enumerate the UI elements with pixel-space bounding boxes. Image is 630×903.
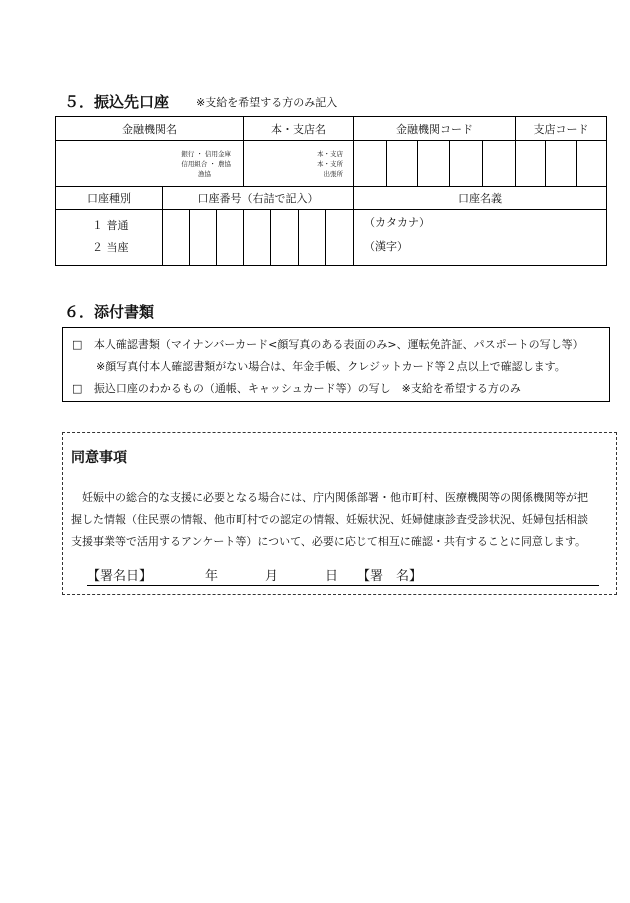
account-type-option-2[interactable]: ２ 当座 xyxy=(92,241,129,255)
holder-katakana-label: （カタカナ） xyxy=(364,215,430,229)
consent-box xyxy=(62,432,617,595)
bank-code-digit-4[interactable] xyxy=(450,141,483,187)
account-number-digit-1[interactable] xyxy=(163,209,190,265)
branch-type-option-1: 本・支店 xyxy=(317,149,343,158)
branch-type-option-2: 本・支所 xyxy=(317,159,343,168)
holder-kanji-label: （漢字） xyxy=(364,239,408,253)
signature-month-label: 月 xyxy=(265,569,279,584)
branch-code-digit-1[interactable] xyxy=(516,141,546,187)
account-type-option-1[interactable]: １ 普通 xyxy=(92,219,129,233)
attachment-item-2 xyxy=(72,380,521,396)
consent-text-line-3: 支援事業等で活用するアンケート等）について、必要に応じて相互に確認・共有することに同意します。 xyxy=(71,535,587,548)
header-bank-code: 金融機関コード xyxy=(354,117,516,141)
account-holder-cell[interactable] xyxy=(354,209,607,265)
attachment-item-1-note: ※顔写真付本人確認書類がない場合は、年金手帳、クレジットカード等２点以上で確認します。 xyxy=(96,360,566,373)
bank-code-digit-3[interactable] xyxy=(418,141,450,187)
bank-name-input-cell[interactable] xyxy=(56,141,244,187)
attachment-item-1-text: 本人確認書類（マイナンバーカード<顔写真のある表面のみ>、運転免許証、パスポートの写し等） xyxy=(93,338,584,351)
section5-title: 振込先口座 xyxy=(94,93,170,111)
bank-code-digit-1[interactable] xyxy=(354,141,387,187)
account-type-cell[interactable] xyxy=(56,209,163,265)
attachments-box xyxy=(62,327,610,402)
branch-code-digit-2[interactable] xyxy=(546,141,577,187)
bank-account-table xyxy=(55,116,607,266)
branch-name-input-cell[interactable] xyxy=(244,141,354,187)
section5-heading xyxy=(64,91,169,112)
account-number-digit-5[interactable] xyxy=(271,209,299,265)
attachment-checkbox-1[interactable]: □ xyxy=(72,338,83,351)
account-number-digit-2[interactable] xyxy=(190,209,217,265)
section6-number: ６． xyxy=(64,303,95,321)
header-account-holder: 口座名義 xyxy=(354,187,607,209)
header-branch-name: 本・支店名 xyxy=(244,117,354,141)
attachment-checkbox-2[interactable]: □ xyxy=(72,382,83,395)
attachment-item-2-text: 振込口座のわかるもの（通帳、キャッシュカード等）の写し ※支給を希望する方のみ xyxy=(93,382,521,395)
section6-heading xyxy=(64,301,154,322)
account-number-digit-3[interactable] xyxy=(217,209,244,265)
header-account-number: 口座番号（右詰で記入） xyxy=(163,187,354,209)
consent-title: 同意事項 xyxy=(71,450,127,466)
header-account-type: 口座種別 xyxy=(56,187,163,209)
signature-year-label: 年 xyxy=(205,569,219,584)
header-branch-code: 支店コード xyxy=(516,117,607,141)
bank-type-option-1: 銀行 ・ 信用金庫 xyxy=(181,149,231,158)
section6-title: 添付書類 xyxy=(94,303,155,321)
account-number-digit-4[interactable] xyxy=(244,209,271,265)
bank-type-option-3: 漁協 xyxy=(198,169,211,178)
branch-type-option-3: 出張所 xyxy=(323,169,343,178)
account-number-digit-6[interactable] xyxy=(299,209,326,265)
bank-type-option-2: 信用組合 ・ 農協 xyxy=(181,159,231,168)
section5-number: ５． xyxy=(64,93,95,111)
bank-code-digit-5[interactable] xyxy=(483,141,516,187)
signature-day-label: 日 xyxy=(325,569,339,584)
attachment-item-1 xyxy=(72,336,584,352)
consent-text-line-2: 握した情報（住民票の情報、他市町村での認定の情報、妊娠状況、妊婦健康診査受診状況、妊婦包括相談 xyxy=(71,513,588,526)
section5-note: ※支給を希望する方のみ記入 xyxy=(196,96,338,109)
account-number-digit-7[interactable] xyxy=(326,209,354,265)
signature-date-label: 【署名日】 xyxy=(87,569,153,584)
bank-code-digit-2[interactable] xyxy=(387,141,418,187)
signature-name-label: 【署 名】 xyxy=(357,569,423,584)
branch-code-digit-3[interactable] xyxy=(577,141,607,187)
signature-row[interactable] xyxy=(87,565,599,586)
consent-text-line-1: 妊娠中の総合的な支援に必要となる場合には、庁内関係部署・他市町村、医療機関等の関係機関等が把 xyxy=(71,491,588,504)
header-bank-name: 金融機関名 xyxy=(56,117,244,141)
